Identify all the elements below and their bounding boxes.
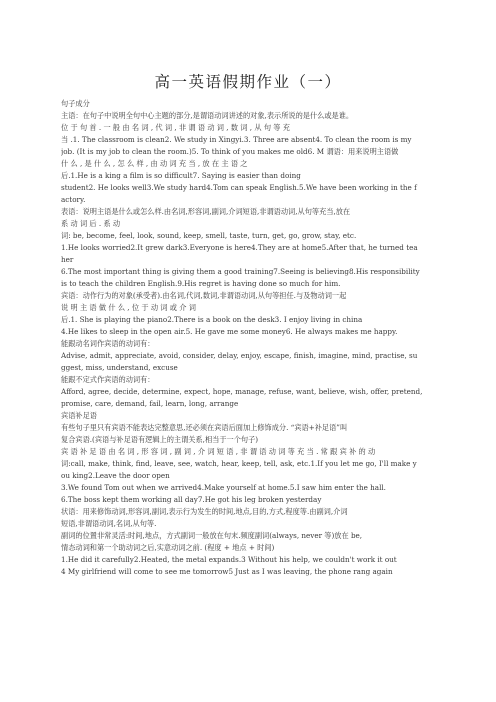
- text-line: promise, care, demand, fail, learn, long, arrange: [61, 399, 239, 408]
- text-line: 系 动 词 后 . 系 动: [61, 219, 121, 228]
- document-title: 高一英语假期作业（一）: [154, 73, 342, 91]
- text-line: ou king2.Leave the door open: [61, 471, 170, 480]
- text-line: is to teach the children English.9.His regret is having done so much for him.: [61, 279, 341, 288]
- text-line: 短语,非谓语动词,名词,从句等.: [61, 519, 157, 528]
- text-line: 当 .1. The classroom is clean2. We study in Xingyi.3. Three are absent4. To clean the room is my: [61, 135, 412, 144]
- text-line: 能跟不定式作宾语的动词有：: [61, 375, 155, 384]
- text-line: 后.1.He is a king a film is so difficult7. Saying is easier than doing: [61, 171, 301, 180]
- text-line: 能跟动名词作宾语的动词有：: [61, 339, 155, 348]
- document-body: [61, 98, 438, 578]
- text-line: 句子成分: [61, 99, 90, 108]
- text-line: 副词的位置非常灵活:时间,地点，方式副词一般放在句末.频度副词(always, never 等)放在 be,: [61, 531, 363, 540]
- text-line: 主语：在句子中说明全句中心主题的部分,是谓语动词讲述的对象,表示所说的是什么或是谁。: [61, 111, 354, 120]
- text-line: 3.We found Tom out when we arrived4.Make yourself at home.5.I saw him enter the hall.: [61, 483, 386, 492]
- text-line: 词: be, become, feel, look, sound, keep, smell, taste, turn, get, go, grow, stay, etc.: [61, 231, 357, 240]
- text-line: 4 My girlfriend will come to see me tomorrow5 Just as I was leaving, the phone rang again: [61, 567, 393, 576]
- text-line: 1.He did it carefully2.Heated, the metal expands.3 Without his help, we couldn't work it out: [61, 555, 397, 564]
- text-line: 说 明 主 语 做 什 么 , 位 于 动 词 或 介 词: [61, 303, 196, 312]
- text-line: 1.He looks worried2.It grew dark3.Everyone is here4.They are at home5.After that, he turned tea: [61, 243, 418, 252]
- text-line: 6.The most important thing is giving them a good training7.Seeing is believing8.His responsibility: [61, 267, 420, 276]
- text-line: 表语：说明主语是什么或怎么样.由名词,形容词,副词,介词短语,非谓语动词,从句等充当,放在: [61, 207, 351, 216]
- text-line: 复合宾语.(宾语与补足语有逻辑上的主谓关系,相当于一个句子): [61, 435, 259, 444]
- text-line: 4.He likes to sleep in the open air.5. He gave me some money6. He always makes me happy.: [61, 327, 398, 336]
- text-line: 情态动词和第一个助动词之后,实意动词之前. (程度 + 地点 + 时间): [61, 543, 275, 552]
- text-line: student2. He looks well3.We study hard4.Tom can speak English.5.We have been working in the f: [61, 183, 417, 192]
- text-line: 位 于 句 首 . 一 般 由 名 词 , 代 词 , 非 谓 语 动 词 , 数 词 , 从 句 等 充: [61, 123, 290, 132]
- text-line: 词:call, make, think, find, leave, see, watch, hear, keep, tell, ask, etc.1.If you let me go, I'll make y: [61, 459, 417, 468]
- text-line: her: [61, 255, 74, 264]
- text-line: 宾 语 补 足 语 由 名 词 , 形 容 词 , 副 词 , 介 词 短 语 , 非 谓 语 动 词 等 充 当 . 常 跟 宾 补 的 动: [61, 447, 376, 456]
- text-line: 什 么 , 是 什 么 , 怎 么 样 , 由 动 词 充 当 , 放 在 主 语 之: [61, 159, 248, 168]
- text-line: ggest, miss, understand, excuse: [61, 363, 178, 372]
- text-line: 状语：用来修饰动词,形容词,副词,表示行为发生的时间,地点,目的,方式,程度等.由副词,介词: [61, 507, 348, 516]
- text-line: 后.1. She is playing the piano2.There is a book on the desk3. I enjoy living in china: [61, 315, 363, 324]
- text-line: 6.The boss kept them working all day7.He got his leg broken yesterday: [61, 495, 322, 504]
- text-line: job. (It is my job to clean the room.)5. To think of you makes me old6. M 谓语：用来说明主语做: [61, 147, 399, 156]
- text-line: Advise, admit, appreciate, avoid, consider, delay, enjoy, escape, finish, imagine, mind, practise, su: [61, 351, 418, 360]
- text-line: Afford, agree, decide, determine, expect, hope, manage, refuse, want, believe, wish, offer, pretend,: [61, 387, 423, 396]
- text-line: actory.: [61, 195, 86, 204]
- text-line: 有些句子里只有宾语不能表达完整意思,还必须在宾语后面加上修饰成分. “宾语+补足语”叫: [61, 423, 348, 432]
- text-line: 宾语：动作行为的对象(承受者).由名词,代词,数词,非谓语动词,从句等担任.与及物动词一起: [61, 291, 347, 300]
- text-line: 宾语补足语: [61, 411, 97, 420]
